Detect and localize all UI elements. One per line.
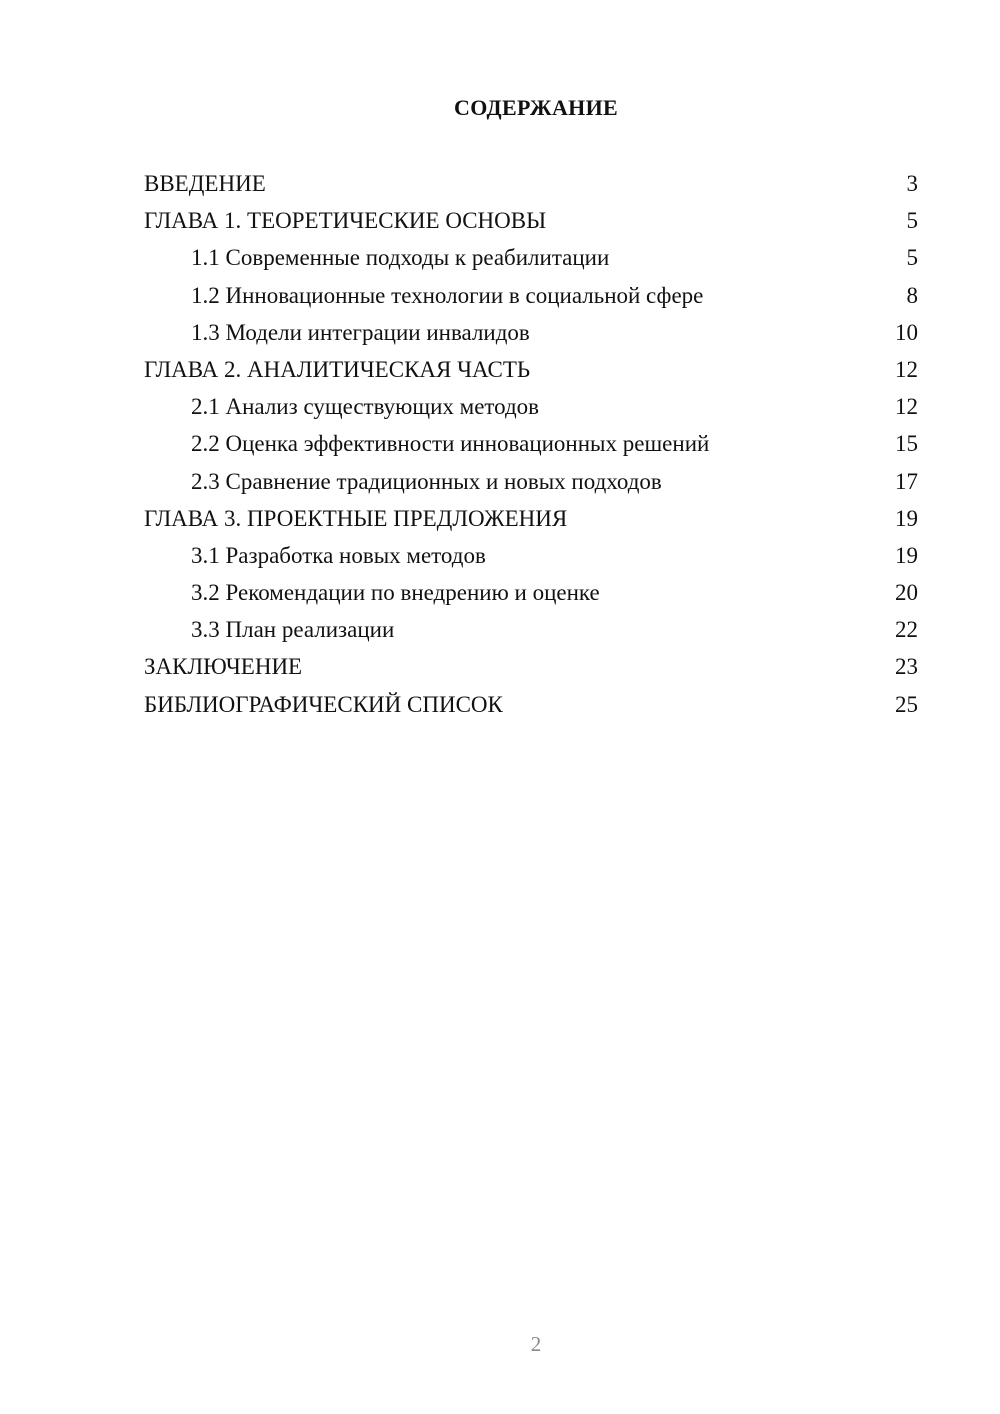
toc-entry-label: ГЛАВА 1. ТЕОРЕТИЧЕСКИЕ ОСНОВЫ xyxy=(144,208,547,234)
toc-entry-section-1-1[interactable] xyxy=(144,239,918,276)
toc-entry-chapter-3[interactable] xyxy=(144,500,918,537)
toc-entry-label: ГЛАВА 3. ПРОЕКТНЫЕ ПРЕДЛОЖЕНИЯ xyxy=(144,505,568,531)
toc-entry-label: 1.3 Модели интеграции инвалидов xyxy=(191,319,530,345)
toc-entry-section-2-1[interactable] xyxy=(144,388,918,425)
toc-entry-section-3-2[interactable] xyxy=(144,574,918,611)
toc-entry-section-3-3[interactable] xyxy=(144,611,918,648)
toc-entry-page: 22 xyxy=(895,617,918,643)
toc-entry-bibliography[interactable] xyxy=(144,686,918,723)
toc-entry-section-2-3[interactable] xyxy=(144,463,918,500)
toc-entry-section-3-1[interactable] xyxy=(144,537,918,574)
toc-entry-page: 17 xyxy=(895,468,918,494)
toc-entry-page: 15 xyxy=(895,431,918,457)
toc-entry-label: 1.2 Инновационные технологии в социальной сфере xyxy=(191,282,704,308)
toc-entry-page: 20 xyxy=(895,580,918,606)
toc-entry-introduction[interactable] xyxy=(144,165,918,202)
toc-entry-label: 3.2 Рекомендации по внедрению и оценке xyxy=(191,580,600,606)
toc-entry-page: 10 xyxy=(895,319,918,345)
toc-entry-page: 12 xyxy=(895,394,918,420)
toc-entry-page: 5 xyxy=(906,245,918,271)
toc-entry-page: 23 xyxy=(895,654,918,680)
toc-entry-chapter-2[interactable] xyxy=(144,351,918,388)
toc-entry-page: 25 xyxy=(895,691,918,717)
toc-entry-page: 8 xyxy=(906,282,918,308)
toc-entry-section-1-2[interactable] xyxy=(144,277,918,314)
toc-entry-label: 3.3 План реализации xyxy=(191,617,395,643)
toc-entry-page: 19 xyxy=(895,505,918,531)
toc-entry-label: 3.1 Разработка новых методов xyxy=(191,542,486,568)
toc-entry-section-2-2[interactable] xyxy=(144,425,918,462)
page-number: 2 xyxy=(530,1332,542,1356)
toc-entry-label: 1.1 Современные подходы к реабилитации xyxy=(191,245,610,271)
toc-entry-chapter-1[interactable] xyxy=(144,202,918,239)
toc-title: СОДЕРЖАНИЕ xyxy=(454,95,618,120)
toc-entry-label: ВВЕДЕНИЕ xyxy=(144,171,266,196)
toc-entry-label: 2.2 Оценка эффективности инновационных решений xyxy=(191,431,710,457)
toc-entry-label: 2.3 Сравнение традиционных и новых подходов xyxy=(191,468,662,494)
toc-entry-label: 2.1 Анализ существующих методов xyxy=(191,394,540,420)
toc-entry-page: 3 xyxy=(906,171,918,196)
toc-entry-label: ЗАКЛЮЧЕНИЕ xyxy=(144,654,303,680)
toc-entry-page: 12 xyxy=(895,356,918,382)
toc-entry-conclusion[interactable] xyxy=(144,648,918,685)
toc-entry-label: БИБЛИОГРАФИЧЕСКИЙ СПИСОК xyxy=(144,691,503,717)
table-of-contents xyxy=(144,165,918,723)
toc-entry-label: ГЛАВА 2. АНАЛИТИЧЕСКАЯ ЧАСТЬ xyxy=(144,356,531,382)
toc-entry-page: 5 xyxy=(906,208,918,234)
toc-entry-page: 19 xyxy=(895,542,918,568)
toc-entry-section-1-3[interactable] xyxy=(144,314,918,351)
